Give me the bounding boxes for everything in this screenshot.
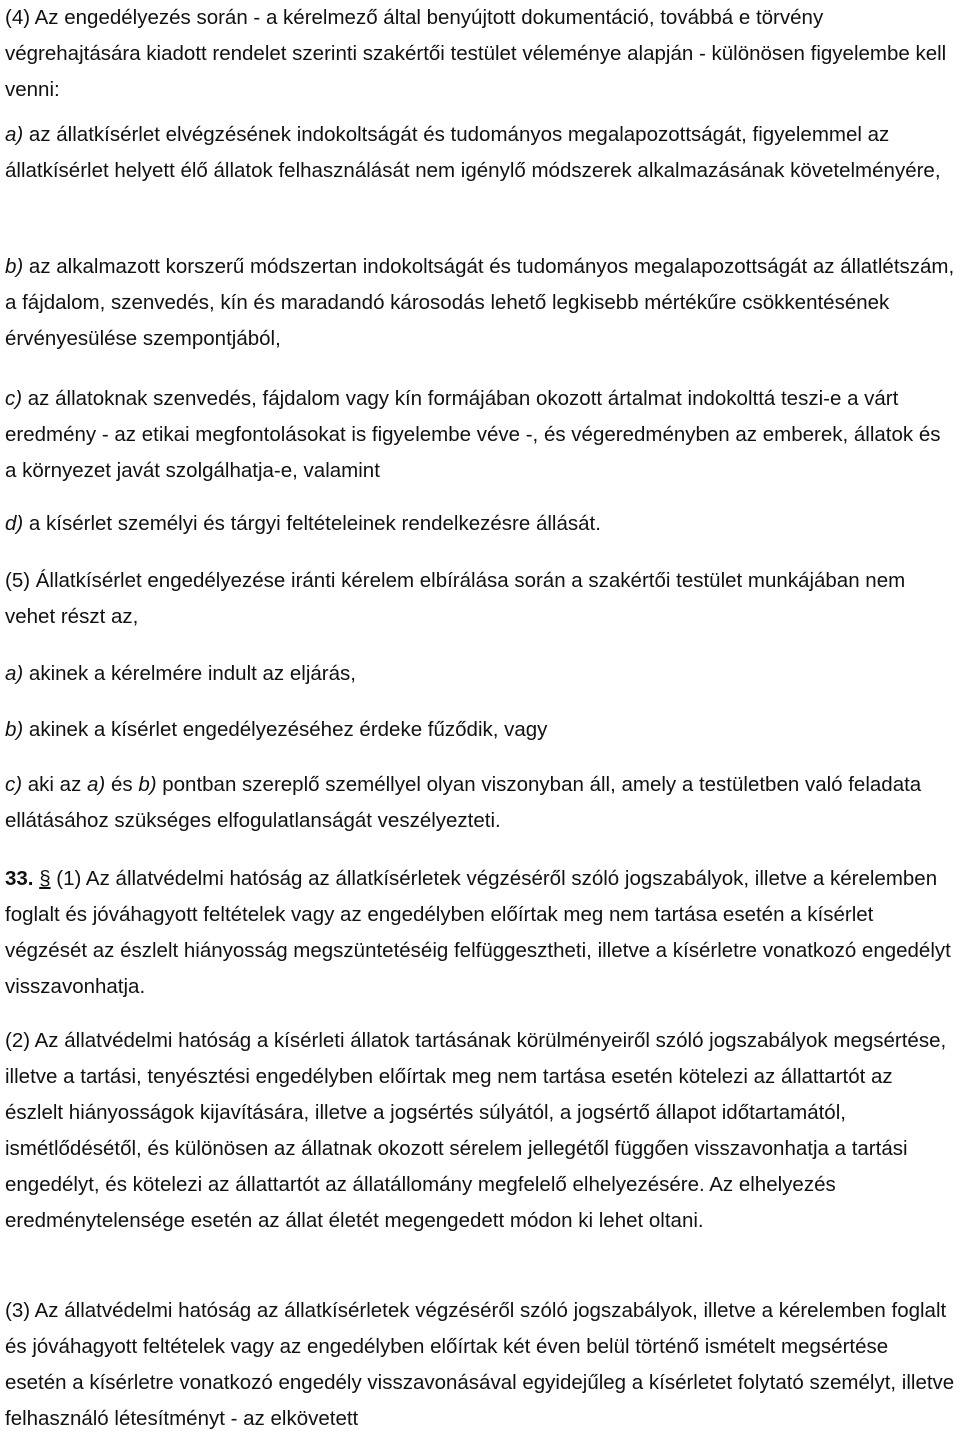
point-marker-a: a) <box>5 123 24 146</box>
point-marker-c: c) <box>5 773 23 796</box>
point-marker-b: b) <box>5 255 24 278</box>
paragraph-4-intro: (4) Az engedélyezés során - a kérelmező által benyújtott dokumentáció, továbbá e törvény végrehajtására kiadott rendelet szerinti szakértői testület véleménye alapján - különösen figyelembe kell venni: <box>5 6 947 101</box>
point-c-text: az állatoknak szenvedés, fájdalom vagy kín formájában okozott ártalmat indokolttá teszi-e a várt eredmény - az etikai megfontolásokat is figyelembe véve -, és végeredményben az emberek, állatok és a környezet javát szolgálhatja-e, valamint <box>5 387 941 482</box>
paragraph-4-point-c <box>5 381 955 489</box>
point-c-text-1: aki az <box>22 773 88 796</box>
point-a-text: akinek a kérelmére indult az eljárás, <box>23 662 356 685</box>
point-marker-d: d) <box>5 512 24 535</box>
section-33-paragraph-2: (2) Az állatvédelmi hatóság a kísérleti állatok tartásának körülményeiről szóló jogszabályok megsértése, illetve a tartási, tenyésztési engedélyben előírtak meg nem tartása esetén kötelezi az állattartót az észlelt hiányosságok kijavítására, illetve a jogsértés súlyától, a jogsértő állapot időtartamától, ismétlődésétől, és különösen az állatnak okozott sérelem jellegétől függően visszavonhatja a tartási engedélyt, és kötelezi az állattartót az állatállomány megfelelő elhelyezésére. Az elhelyezés eredménytelensége esetén az állat életét megengedett módon ki lehet oltani. <box>5 1029 947 1232</box>
paragraph-5-point-b <box>5 712 547 748</box>
point-marker-b: b) <box>5 718 24 741</box>
section-sign: § <box>39 867 51 890</box>
point-d-text: a kísérlet személyi és tárgyi feltételeinek rendelkezésre állását. <box>23 512 601 535</box>
reference-a: a) <box>87 773 106 796</box>
section-33-paragraph-3: (3) Az állatvédelmi hatóság az állatkísérletek végzéséről szóló jogszabályok, illetve a kérelemben foglalt és jóváhagyott feltételek vagy az engedélyben előírtak két éven belül történő ismételt megsértése esetén a kísérletre vonatkozó engedély visszavonásával egyidejűleg a kísérletet folytató személyt, illetve felhasználó létesítményt - az elkövetett <box>5 1299 955 1430</box>
section-33-paragraph-1 <box>5 861 955 1005</box>
point-b-text: az alkalmazott korszerű módszertan indokoltságát és tudományos megalapozottságát az állatlétszám, a fájdalom, szenvedés, kín és maradandó károsodás lehető legkisebb mértékűre csökkentésének érvényesülése szempontjából, <box>5 255 955 350</box>
point-c-text-3: pontban szereplő személlyel olyan viszonyban áll, amely a testületben való feladata ellátásához szükséges elfogulatlanságát veszélyezteti. <box>5 773 922 832</box>
point-c-text-2: és <box>105 773 139 796</box>
paragraph-5-point-c <box>5 767 955 839</box>
reference-b: b) <box>138 773 157 796</box>
paragraph-4-point-b <box>5 249 955 357</box>
paragraph-4-point-d <box>5 506 601 542</box>
point-b-text: akinek a kísérlet engedélyezéséhez érdeke fűződik, vagy <box>23 718 548 741</box>
point-marker-a: a) <box>5 662 24 685</box>
paragraph-4-point-a <box>5 117 955 189</box>
section-number: 33. <box>5 867 34 890</box>
point-a-text: az állatkísérlet elvégzésének indokoltságát és tudományos megalapozottságát, figyelemmel az állatkísérlet helyett élő állatok felhasználását nem igénylő módszerek alkalmazásának követelményére, <box>5 123 941 182</box>
point-marker-c: c) <box>5 387 23 410</box>
paragraph-5-intro: (5) Állatkísérlet engedélyezése iránti kérelem elbírálása során a szakértői testület munkájában nem vehet részt az, <box>5 569 906 628</box>
section-33-p1-text: (1) Az állatvédelmi hatóság az állatkísérletek végzéséről szóló jogszabályok, illetve a kérelemben foglalt és jóváhagyott feltételek vagy az engedélyben előírtak meg nem tartása esetén a kísérlet végzését az észlelt hiányosság megszüntetéséig felfüggesztheti, illetve a kísérletre vonatkozó engedélyt visszavonhatja. <box>5 867 951 998</box>
paragraph-5-point-a <box>5 656 356 692</box>
